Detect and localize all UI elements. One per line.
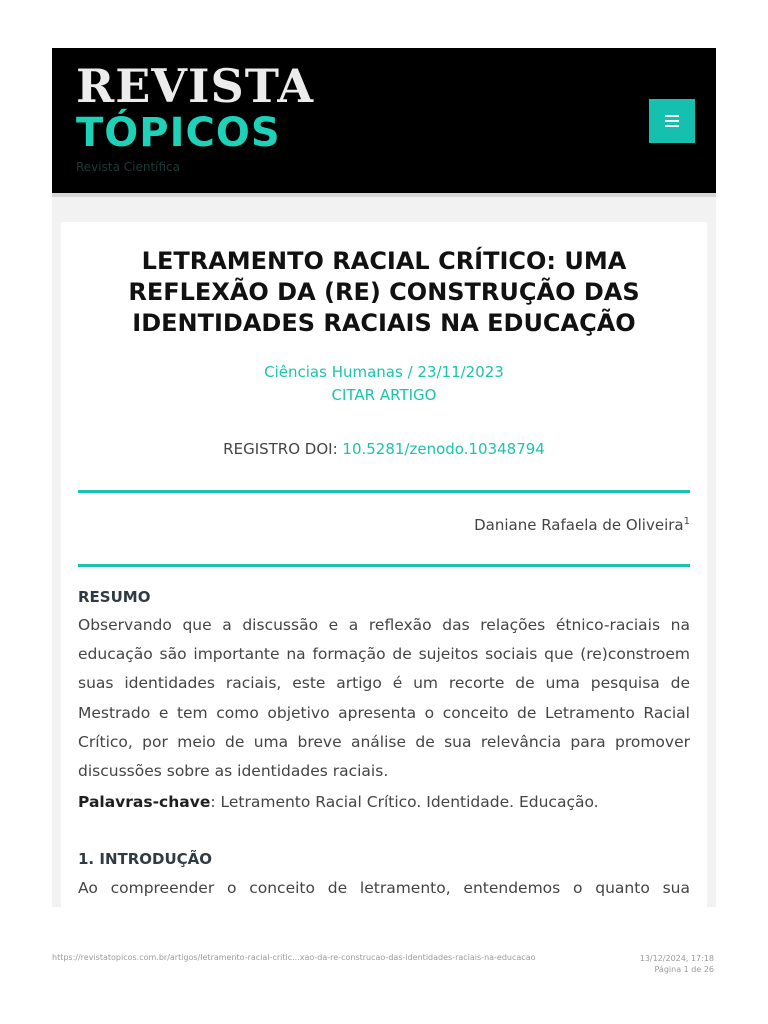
keywords-label: Palavras-chave — [78, 793, 211, 811]
resumo-text: Observando que a discussão e a reflexão das relações étnico-raciais na educação são importante na formação de sujeitos sociais que (re)constroem suas identidades raciais, este artigo é um recorte de uma pesquisa de Mestrado e tem como objetivo apresenta o conceito de Letramento Racial Crítico, por meio de uma breve análise de sua relevância para promover discussões sobre as identidades raciais. — [78, 616, 690, 781]
logo-tagline: Revista Científica — [76, 160, 180, 174]
author-footnote-marker[interactable]: 1 — [683, 516, 690, 527]
introduction-text: Ao compreender o conceito de letramento, entendemos o quanto sua — [78, 879, 690, 897]
keywords-line — [78, 788, 690, 817]
introduction-heading: 1. INTRODUÇÃO — [78, 850, 213, 868]
hamburger-menu-icon — [665, 115, 679, 117]
doi-link[interactable]: 10.5281/zenodo.10348794 — [342, 440, 545, 458]
cite-article-link[interactable]: CITAR ARTIGO — [331, 386, 437, 404]
article-title: LETRAMENTO RACIAL CRÍTICO: UMA REFLEXÃO DA (RE) CONSTRUÇÃO DAS IDENTIDADES RACIAIS NA EDUCAÇÃO — [128, 247, 640, 337]
category-date-link[interactable]: Ciências Humanas / 23/11/2023 — [264, 363, 504, 381]
page-number: Página 1 de 26 — [654, 965, 714, 974]
author-name — [474, 512, 690, 535]
divider-top — [78, 490, 690, 493]
doi-registry — [61, 439, 707, 459]
print-footer-url: https://revistatopicos.com.br/artigos/letramento-racial-critic...xao-da-re-construcao-das-identidades-raciais-na-educacao — [52, 953, 536, 962]
menu-button[interactable] — [649, 99, 695, 143]
logo-line-topicos: TÓPICOS — [76, 110, 281, 156]
print-datetime: 13/12/2024, 17:18 — [639, 954, 714, 963]
keywords-text: : Letramento Racial Crítico. Identidade. Educação. — [210, 793, 599, 811]
resumo-heading: RESUMO — [78, 588, 151, 606]
divider-bottom — [78, 564, 690, 567]
article-card — [61, 222, 707, 907]
logo-line-revista: REVISTA — [76, 59, 315, 113]
author-label: Daniane Rafaela de Oliveira — [474, 516, 684, 534]
site-header — [52, 48, 716, 197]
site-logo[interactable] — [76, 59, 315, 156]
print-footer-info — [640, 953, 714, 975]
doi-label: REGISTRO DOI: — [223, 440, 343, 458]
